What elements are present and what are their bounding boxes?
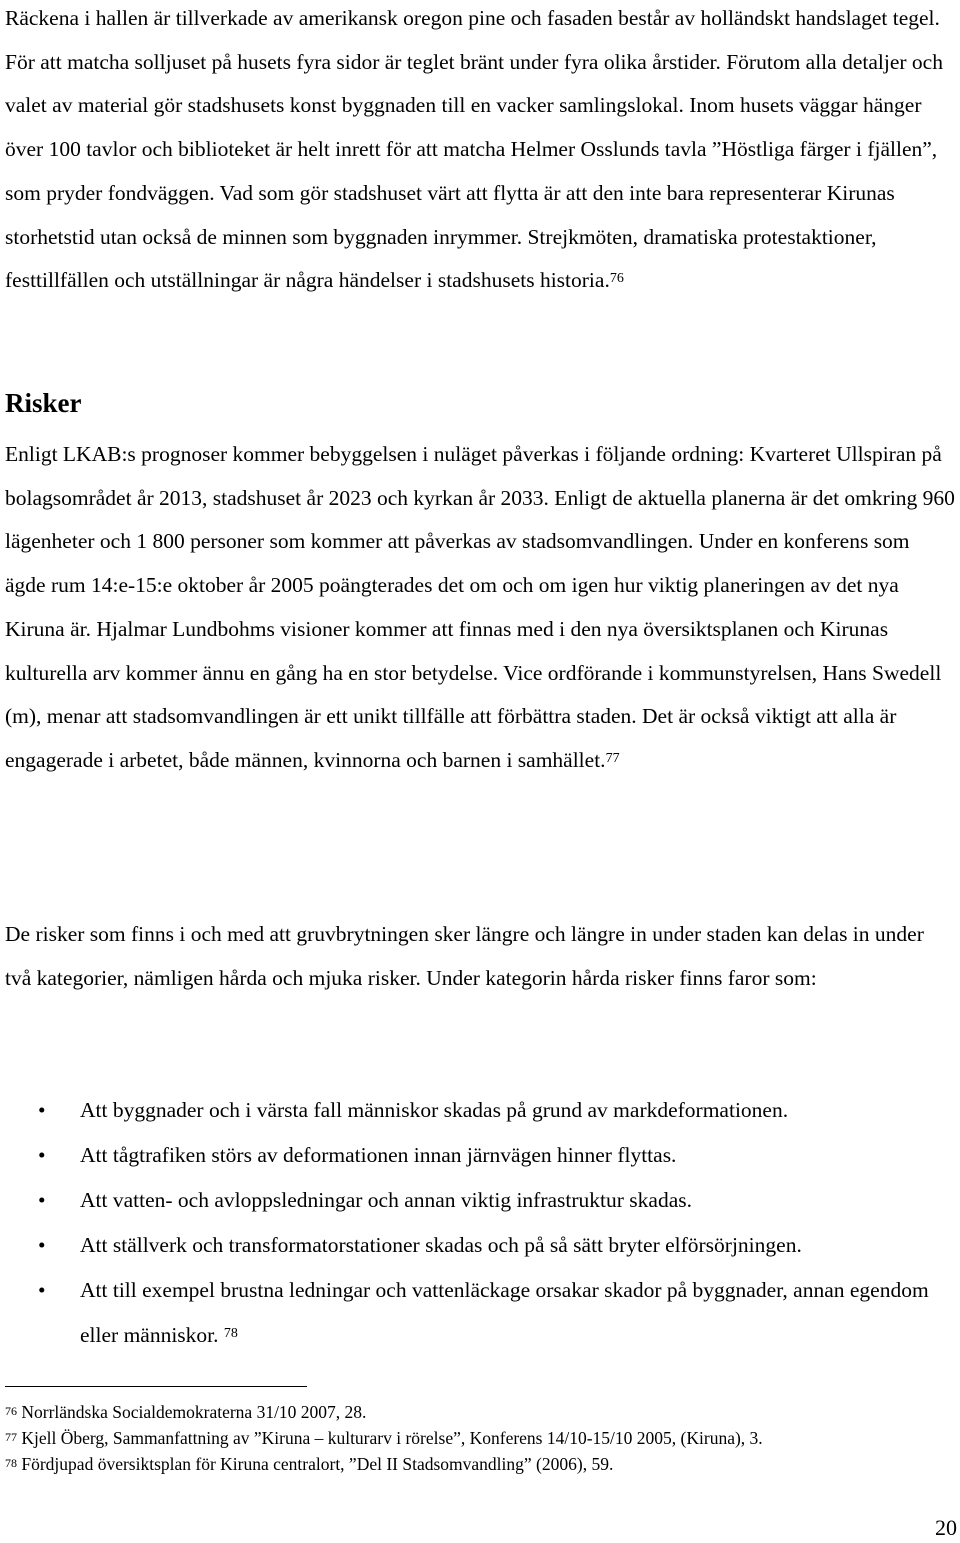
footnote-ref-78[interactable]: 78 [223,1326,238,1341]
paragraph-text: Enligt LKAB:s prognoser kommer bebyggelsen i nuläget påverkas i följande ordning: Kvarteret Ullspiran på bolagsområdet år 2013, stadshuset år 2023 och kyrkan år 2033. Enligt de aktuella planerna är det omkring 960 lägenheter och 1 800 personer som kommer att påverkas av stadsomvandlingen. Under en konferens som ägde rum 14:e-15:e oktober år 2005 poängterades det om och om igen hur viktig planeringen av det nya Kiruna är. Hjalmar Lundbohms visioner kommer att finnas med i den nya översiktsplanen och Kirunas kulturella arv kommer ännu en gång ha en stor betydelse. Vice ordförande i kommunstyrelsen, Hans Swedell (m), menar att stadsomvandlingen är ett unikt tillfälle att förbättra staden. Det är också viktigt att alla är engagerade i arbetet, både männen, kvinnorna och barnen i samhället. [5,442,955,772]
footnote: $^{76}$ Norrländska Socialdemokraterna 31/10 2007, 28. [5,1402,367,1422]
risk-bullet-list [0,1088,950,1361]
paragraph-text: Räckena i hallen är tillverkade av amerikansk oregon pine och fasaden består av holländskt handslaget tegel. För att matcha solljuset på husets fyra sidor är teglet bränt under fyra olika årstider. Förutom alla detaljer och valet av material gör stadshusets konst byggnaden till en vacker samlingslokal. Inom husets väggar hänger över 100 tavlor och biblioteket är helt inrett för att matcha Helmer Osslunds tavla ”Höstliga färger i fjällen”, som pryder fondväggen. Vad som gör stadshuset värt att flytta är att den inte bara representerar Kirunas storhetstid utan också de minnen som byggnaden inrymmer. Strejkmöten, dramatiska protestaktioner, festtillfällen och utställningar är några händelser i stadshusets historia. [5,6,943,293]
bullet-icon: • [38,1143,46,1167]
footnote-ref-76[interactable]: 76 [609,271,624,287]
page-number: 20 [935,1515,957,1540]
list-item: • Att till exempel brustna ledningar och vattenläckage orsakar skador på byggnader, annan egendom eller människor. $^{78}$ [0,1268,950,1361]
list-item: • Att vatten- och avloppsledningar och annan viktig infrastruktur skadas. [0,1178,950,1223]
bullet-icon: • [38,1188,46,1212]
footnotes [5,1400,955,1478]
footnote: $^{78}$ Fördjupad översiktsplan för Kiruna centralort, ”Del II Stadsomvandling” (2006), 59. [5,1454,614,1474]
footnote: $^{77}$ Kjell Öberg, Sammanfattning av ”Kiruna – kulturarv i rörelse”, Konferens 14/10-15/10 2005, (Kiruna), 3. [5,1428,763,1448]
list-item: • Att byggnader och i värsta fall människor skadas på grund av markdeformationen. [0,1088,950,1133]
body-paragraph-3: De risker som finns i och med att gruvbrytningen sker längre och längre in under staden kan delas in under två kategorier, nämligen hårda och mjuka risker. Under kategorin hårda risker finns faror som: [5,922,924,990]
list-item: • Att ställverk och transformatorstationer skadas och på så sätt bryter elförsörjningen. [0,1223,950,1268]
bullet-icon: • [38,1278,46,1302]
bullet-icon: • [38,1098,46,1122]
footnote-divider [5,1386,307,1387]
section-heading: Risker [5,388,82,418]
footnote-ref-77[interactable]: 77 [605,750,620,766]
body-paragraph-1 [5,0,955,306]
body-paragraph-2 [5,433,955,786]
bullet-icon: • [38,1233,46,1257]
list-item: • Att tågtrafiken störs av deformationen innan järnvägen hinner flyttas. [0,1133,950,1178]
